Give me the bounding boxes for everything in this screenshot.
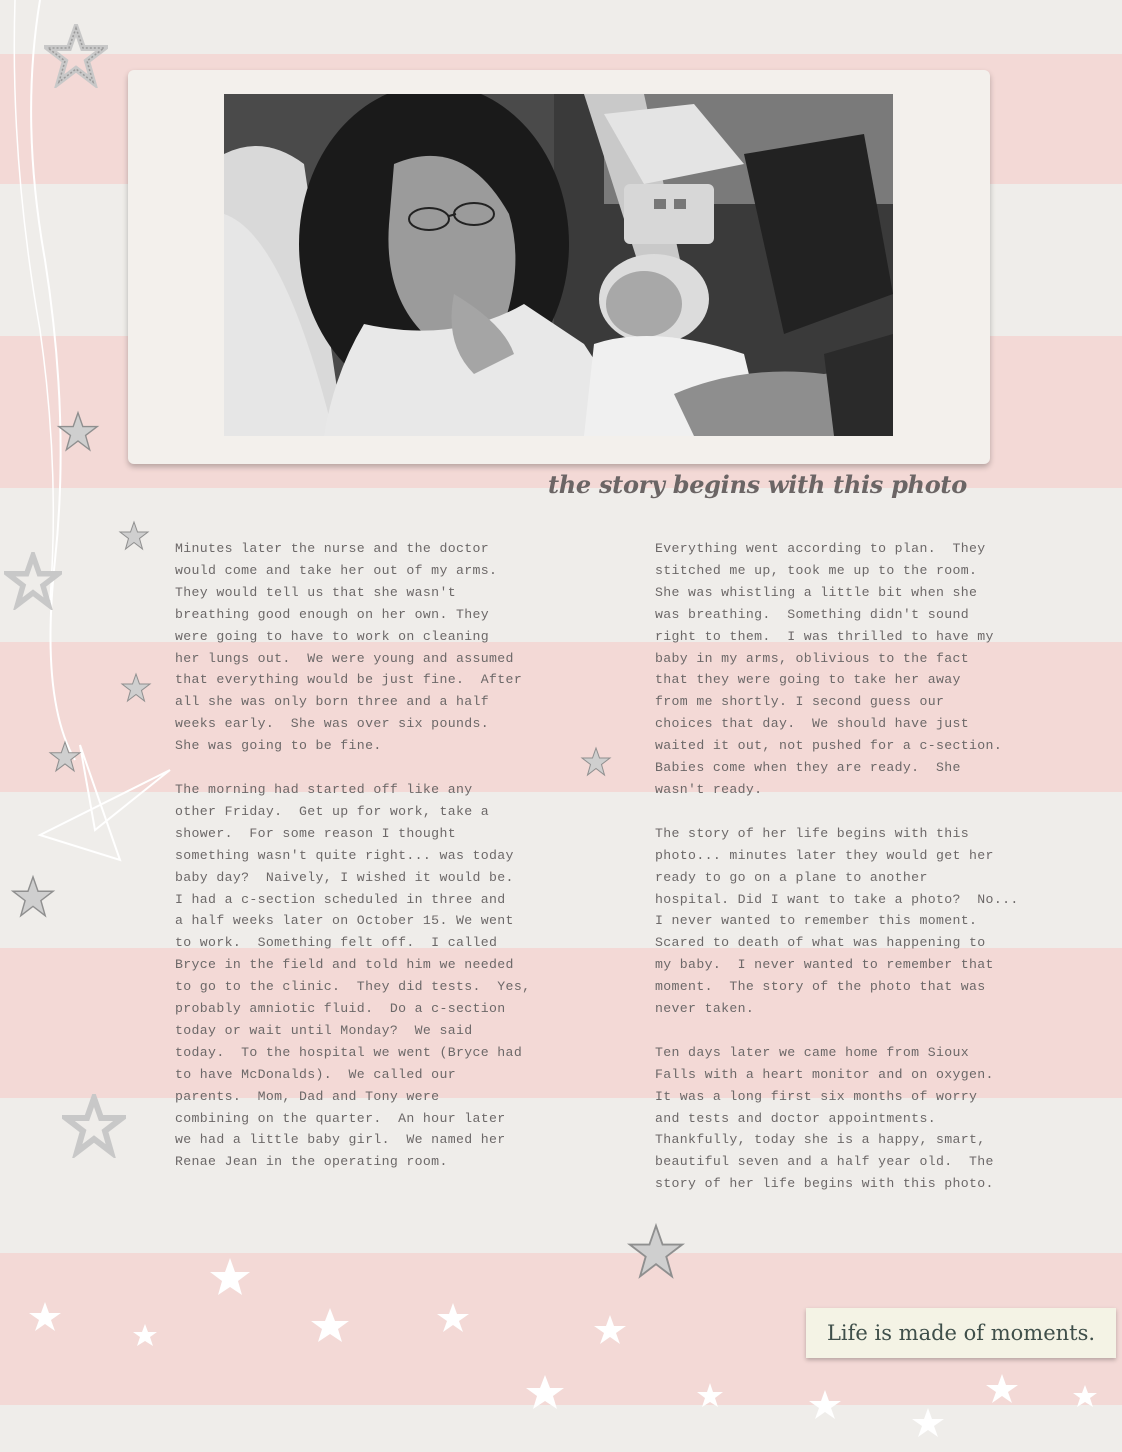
glitter-star-icon <box>580 746 612 778</box>
glitter-star-icon <box>4 552 62 610</box>
glitter-star-icon <box>626 1222 686 1282</box>
white-stars-cluster <box>29 1258 1097 1437</box>
glitter-star-icon <box>44 24 108 88</box>
glitter-star-icon <box>62 1094 126 1158</box>
life-moments-tag: Life is made of moments. <box>806 1308 1116 1358</box>
story-column-right: Everything went according to plan. They stitched me up, took me up to the room. She was whistling a little bit when she was breathing. Something didn't sound right to them. I was thrilled to have my baby in my arms, oblivious to the fact that they were going to take her away from me shortly. I second guess our choices that day. We should have just waited it out, not pushed for a c-section. Babies come when they are ready. She wasn't ready. The story of her life begins with this photo... minutes later they would get her ready to go on a plane to another hospital. Did I want to take a photo? No... I never wanted to remember this moment. Scared to death of what was happening to my baby. I never wanted to remember that moment. The story of the photo that was never taken. Ten days later we came home from Sioux Falls with a heart monitor and on oxygen. It was a long first six months of worry and tests and doctor appointments. Thankfully, today she is a happy, smart, beautiful seven and a half year old. The story of her life begins with this photo. <box>655 541 1019 1192</box>
glitter-star-icon <box>10 874 56 920</box>
glitter-star-icon <box>118 520 150 552</box>
story-column-left: Minutes later the nurse and the doctor would come and take her out of my arms. They would tell us that she wasn't breathing good enough on her own. They were going to have to work on cleaning her lungs out. We were young and assumed that everything would be just fine. After all she was only born three and a half weeks early. She was over six pounds. She was going to be fine. The morning had started off like any other Friday. Get up for work, take a shower. For some reason I thought something wasn't quite right... was today baby day? Naively, I wished it would be. I had a c-section scheduled in three and a half weeks later on October 15. We went to work. Something felt off. I called Bryce in the field and told him we needed to go to the clinic. They did tests. Yes, probably amniotic fluid. Do a c-section today or wait until Monday? We said today. To the hospital we went (Bryce had to have McDonalds). We called our parents. Mom, Dad and Tony were combining on the quarter. An hour later we had a little baby girl. We named her Renae Jean in the operating room. <box>175 541 531 1170</box>
photo-caption: the story begins with this photo <box>548 470 967 499</box>
glitter-star-icon <box>56 410 100 454</box>
glitter-star-icon <box>120 672 152 704</box>
glitter-star-icon <box>48 740 82 774</box>
